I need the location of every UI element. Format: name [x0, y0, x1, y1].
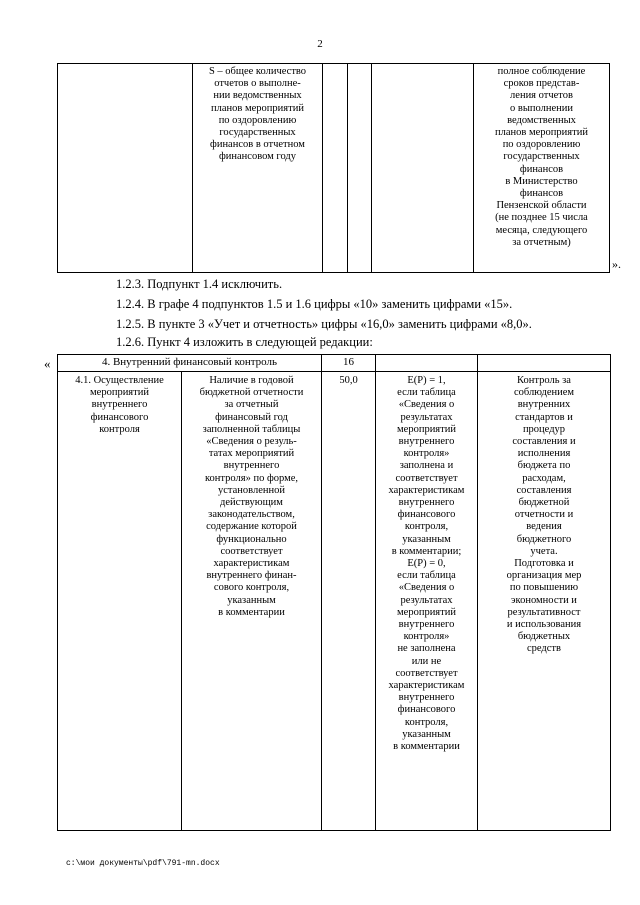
opening-quote: «: [44, 356, 51, 371]
indicator-description: Наличие в годовой бюджетной отчетности за отчетный финансовый год заполненной таблицы «Сведения о резуль- татах мероприятий внутреннего контроля» по форме, установленной действующим законодательством, содержание которой функционально соответствует характеристикам внутреннего финан- сового контроля, указанным в комментарии: [199, 375, 304, 618]
table1-cell-6: [474, 64, 610, 273]
section-title: 4. Внутренний финансовый контроль: [101, 356, 278, 368]
file-path-footer: c:\мои документы\pdf\791-mn.docx: [66, 859, 220, 868]
table1-cell-2: [193, 64, 323, 273]
paragraph-1-2-3: 1.2.3. Подпункт 1.4 исключить.: [116, 277, 283, 291]
row-purpose-cell: [478, 372, 611, 831]
row-indicator-cell: [58, 372, 182, 831]
table1-cell-3: [323, 64, 348, 273]
section-weight: 16: [343, 356, 354, 368]
indicator-formula: E(P) = 1, если таблица «Сведения о результатах мероприятий внутреннего контроля» заполнена и соответствует характеристикам внутреннего финансового контроля, указанным в комментарии; E(P) = 0, если таблица «Сведения о результатах мероприятий внутреннего контроля» не заполнена или не соответствует характеристикам внутреннего финансового контроля, указанным в комментарии: [388, 375, 465, 753]
closing-quote: ».: [612, 257, 621, 271]
control-criteria-text: полное соблюдение сроков представ- ления отчетов о выполнении ведомственных планов мероприятий по оздоровлению государственных финансов в Министерство финансов Пензенской области (не позднее 15 числа месяца, следующего за отчетным): [495, 66, 588, 248]
row-description-cell: [182, 372, 322, 831]
table1-cell-4: [348, 64, 372, 273]
section-empty-cell: [376, 355, 478, 372]
paragraph-1-2-4: 1.2.4. В графе 4 подпунктов 1.5 и 1.6 цифры «10» заменить цифрами «15».: [116, 297, 513, 311]
row-weight-cell: [322, 372, 376, 831]
indicator-purpose: Контроль за соблюдением внутренних стандартов и процедур составления и исполнения бюджета по расходам, составления бюджетной отчетности и ведения бюджетного учета. Подготовка и организация мер по повышению экономности и результативност и использования бюджетных средств: [506, 375, 582, 655]
indicator-formula-description: S – общее количество отчетов о выполне- нии ведомственных планов мероприятий по оздоровлению государственных финансов в отчетном финансовом году: [208, 66, 307, 163]
indicator-name: 4.1. Осуществление мероприятий внутреннего финансового контроля: [75, 375, 164, 435]
paragraph-1-2-6: 1.2.6. Пункт 4 изложить в следующей редакции:: [116, 335, 373, 349]
section-weight-cell: [322, 355, 376, 372]
continuation-table: [57, 63, 610, 273]
table1-cell-1: [58, 64, 193, 273]
section-empty-cell: [478, 355, 611, 372]
indicator-weight: 50,0: [339, 375, 358, 386]
row-formula-cell: [376, 372, 478, 831]
section-header-cell: [58, 355, 322, 372]
paragraph-1-2-5: 1.2.5. В пункте 3 «Учет и отчетность» цифры «16,0» заменить цифрами «8,0».: [116, 317, 532, 331]
internal-control-table: [57, 354, 611, 831]
table1-cell-5: [372, 64, 474, 273]
page-number: 2: [317, 38, 323, 50]
